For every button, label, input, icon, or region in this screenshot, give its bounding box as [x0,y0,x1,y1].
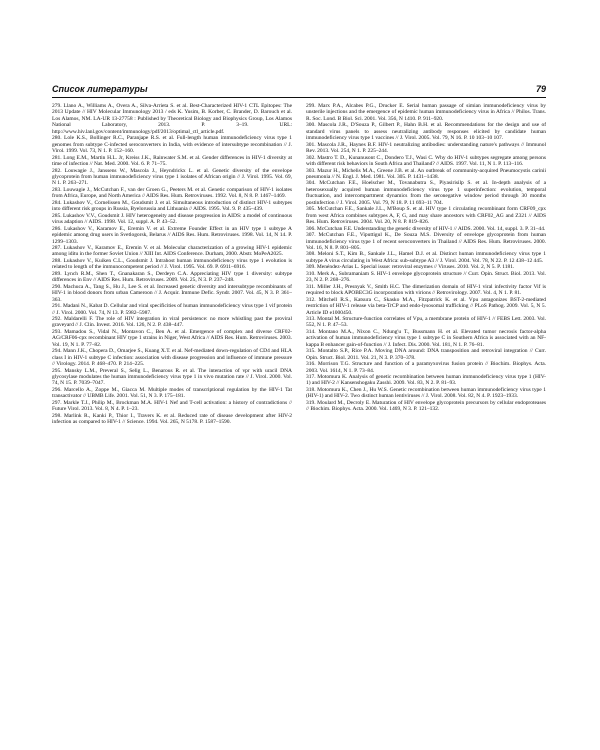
reference-entry: 291. Madani N., Kabat D. Cellular and viral specificities of human immunodeficiency virus type 1 vif protein // J. Virol. 2000. Vol. 74, N 13. P. 5982–5987. [52,303,292,316]
reference-entry: 317. Motomura K. Analysis of genetic recombination between human immunodeficiency virus type 1 (HIV-1) and HIV-2 // Kansenshogaku Zasshi. 2009. Vol. 83, N 2. P. 81–93. [306,374,546,387]
reference-entry: 300. Mascola J.R., D'Souza P., Gilbert P., Hahn B.H. et al. Recommendations for the design and use of standard virus panels to assess neutralizing antibody responses elicited by candidate human immunodeficiency virus type 1 vaccines // J. Virol. 2005. Vol. 79, N 16. P. 10 103–10 107. [306,122,546,142]
reference-entry: 280. Lole K.S., Bollinger R.C., Paranjape R.S. et al. Full-length human immunodeficiency virus type 1 genomes from subtype C-infected seroconverters in India, with evidence of intersubtype recombination // J. Virol. 1999. Vol. 73, N 1. P. 152–160. [52,135,292,155]
reference-entry: 289. Lynch R.M., Shen T., Gnanakaran S., Derdeyn C.A. Appreciating HIV type 1 diversity: subtype differences in Env // AIDS Res. Hum. Retroviruses. 2009. Vol. 25, N 3. P. 237–248. [52,270,292,284]
reference-entry: 310. Merk A., Subramaniam S. HIV-1 envelope glycoprotein structure // Curr. Opin. Struct. Biol. 2013. Vol. 23, N 2. P. 268–276. [306,270,546,284]
reference-entry: 303. Mazur H., Michelis M.A., Greene J.B. et al. An outbreak of community-acquired Pneumocystis carinii pneumonia // N. Engl. J. Med. 1981. Vol. 305. P. 1431–1438. [306,167,546,180]
reference-entry: 313. Montal M. Structure-function correlates of Vpu, a membrane protein of HIV-1 // FEBS Lett. 2003. Vol. 552, N 1. P. 47–53. [306,315,546,329]
reference-column-left [52,103,292,678]
reference-entry: 319. Moulard M., Decroly E. Maturation of HIV envelope glycoprotein precursors by cellular endoproteases // Biochim. Biophys. Acta. 2000. Vol. 1469, N 3. P. 121–132. [306,399,546,413]
reference-entry: 294. Mann J.K., Chopera D., Omarjee S., Kuang X.T. et al. Nef-mediated down-regulation of CD4 and HLA class I in HIV-1 subtype C infection: association with disease progression and influence of immune pressure // Virology. 2014. P. 468–470. P. 214–225. [52,348,292,368]
reference-entry: 296. Marcello A., Zoppe M., Giacca M. Multiple modes of transcriptional regulation by the HIV-1 Tat transactivator // UBMB Life. 2001. Vol. 51, N 3. P. 175–181. [52,386,292,400]
reference-entry: 314. Montano M.A., Nixon C., Ndung'u T., Bussmann H. et al. Elevated tumor necrosis factor-alpha activation of human immunodeficiency virus type 1 subtype C in Southern Africa is associated with an NF-kappa B enhancer gain-of-function // J. Infect. Dis. 2000. Vol. 181, N 1. P. 76–81. [306,328,546,348]
reference-entry: 279. Llano A., Williams A., Overa A., Silva-Arrieta S. et al. Best-Characterized HIV-1 CTL Epitopes: The 2013 Update // HIV Molecular Immunology 2013 / eds K. Yusim, B. Korber, C. Brander, D. Barouch et al. Los Alamos, NM. LA-UR 13-27758 : Published by Theoretical Biology and Biophysics Group, Los Alamos National Laboratory, 2013. P. 3–19. URL: http://www.hiv.lanl.gov/content/immunology/pdf/2013/optimal_ctl_article.pdf. [52,103,292,135]
reference-entry: 311. Miller J.H., Presnyak V., Smith H.C. The dimerization domain of HIV-1 viral infectivity factor Vif is required to block APOBEC3G incorporation with virions // Retrovirology. 2007. Vol. 4, N 1. P. 81. [306,283,546,297]
reference-entry: 301. Mascola J.R., Haynes B.F. HIV-1 neutralizing antibodies: understanding nature's pathways // Immunol Rev. 2013. Vol. 254, N 1. P. 225–244. [306,141,546,155]
header-rule [52,97,546,98]
reference-column-right [306,103,546,678]
reference-entry: 288. Lukashov V., Kuiken C.L., Goudsmit J. Intrahost human immunodeficiency virus type 1 evolution is related to length of the immunocompetent period // J. Virol. 1995. Vol. 69. P. 6911–6916. [52,257,292,271]
reference-entry: 307. McCutchan F.E., Viputtigul K., De Souza M.S. Diversity of envelope glycoprotein from human immunodeficiency virus type 1 of recent seroconverters in Thailand // AIDS Res. Hum. Retroviruses. 2000. Vol. 16, N 8. P. 801–805. [306,232,546,251]
reference-entry: 305. McCutchan F.E., Sankale J.L., M'Boup S. et al. HIV type 1 circulating recombinant form CRF09_cpx from west Africa combines subtypes A, F, G, and may share ancestors with CRF02_AG and Z321 // AIDS Res. Hum. Retroviruses. 2004. Vol. 20, N 8. P. 819–826. [306,206,546,226]
page-number: 79 [535,84,546,94]
reference-entry: 283. Louwagie J., McCutchan F., van der Groen G., Peeters M. et al. Genetic comparison of HIV-1 isolates from Africa, Europe, and North America // AIDS Res. Hum. Retroviruses. 1992. Vol. 8, N 8. P. 1467–1469. [52,186,292,200]
reference-entry: 295. Mansky L.M., Preveral S., Selig L., Benarous R. et al. The interaction of vpr with uracil DNA glycosylase modulates the human immunodeficiency virus type 1 in vivo mutation rate // J. Virol. 2000. Vol. 74, N 15. P. 7039–7047. [52,367,292,387]
reference-entry: 284. Lukashov V., Cornelissen M., Goudsmit J. et al. Simultaneous introduction of distinct HIV-1 subtypes into different risk groups in Russia, Byelorussia and Lithuania // AIDS. 1995. Vol. 9. P. 435–439. [52,199,292,213]
reference-entry: 285. Lukashov V.V., Goudsmit J. HIV heterogeneity and disease progression in AIDS: a model of continuous virus adaption // AIDS. 1998. Vol. 12, suppl. A. P. 43–52. [52,212,292,226]
reference-entry: 297. Markle T.J., Philip M., Brockman M.A. HIV-1 Nef and T-cell activation: a history of contradictions // Future Virol. 2013. Vol. 8, N 4. P. 1–23. [52,399,292,413]
reference-entry: 282. Louwagie J., Janssens W., Mascola J., Heyndrickx L. et al. Genetic diversity of the envelope glycoprotein from human immunodeficiency virus type 1 isolates of African origin // J. Virol. 1995. Vol. 69, N 1. P. 263–271. [52,167,292,187]
reference-entry: 308. Meloni S.T., Kim B., Sankale J.L., Hamel D.J. et al. Distinct human immunodeficiency virus type 1 subtype A virus circulating in West Africa: sub-subtype A3 // J. Virol. 2004. Vol. 78, N 22. P. 12 438–12 445. [306,251,546,264]
reference-entry: 292. Maldarelli F. The role of HIV integration in viral persistence: no more whistling past the proviral graveyard // J. Clin. Invest. 2016. Vol. 126, N 2. P. 438–447. [52,315,292,329]
reference-entry: 281. Long E.M., Martin H.L. Jr, Kreiss J.K., Rainwater S.M. et al. Gender differences in HIV-1 diversity at time of infection // Nat. Med. 2000. Vol. 6. P. 71–75. [52,154,292,168]
reference-entry: 312. Mitchell R.S., Katsura C., Skasko M.A., Fitzpatrick K. et al. Vpu antagonizes BST-2-mediated restriction of HIV-1 release via beta-TrCP and endo-lysosomal trafficking // PLoS Pathog. 2009. Vol. 5, N 5. Article ID e1000450. [306,296,546,316]
reference-entry: 302. Mastro T. D., Kunanusont C., Dondero T.J., Wasi C. Why do HIV-1 subtypes segregate among persons with different risk behaviors in South Africa and Thailand? // AIDS. 1997. Vol. 11, N 1. P. 113–116. [306,154,546,168]
reference-entry: 315. Montalto S.P., Rice P.A. Moving DNA around: DNA transposition and retroviral integration // Curr. Opin. Struct. Biol. 2011. Vol. 21, N 3. P. 370–378. [306,348,546,361]
reference-entry: 318. Motomura K., Chen J., Hu W.S. Genetic recombination between human immunodeficiency virus type 1 (HIV-1) and HIV-2. Two distinct human lentiviruses // J. Virol. 2008. Vol. 82, N 4. P. 1923–1933. [306,386,546,400]
reference-entry: 306. McCutchan F.E. Understanding the genetic diversity of HIV-1 // AIDS. 2000. Vol. 14, suppl. 3. P. 31–44. [306,225,546,232]
reference-entry: 316. Morrison T.G. Structure and function of a paramyxovirus fusion protein // Biochim. Biophys. Acta. 2003. Vol. 1614, N 1. P. 73–84. [306,361,546,374]
reference-entry: 287. Lukashov V., Karamov E., Eremin V. et al. Molecular characterization of a growing HIV-1 epidemic among iditu in the former Soviet Union // XIII Int. AIDS Conference. Durham, 2000. Abstr. MoPeA2025. [52,244,292,258]
running-title: Список литературы [52,84,148,94]
reference-entry: 304. McCutchan F.E., Hoelscher M., Tovanabutra S., Piyasirisilp S. et al. In-depth analysis of a heterosexually acquired human immunodeficiency virus type 1 superinfection: evolution, temporal fluctuation, and intercompartment dynamics from the seronegative window period through 30 months postinfection // J. Virol. 2005. Vol. 79, N 18. P. 11 693–11 704. [306,180,546,206]
reference-entry: 309. Menéndez-Arias L. Special issue: retroviral enzymes // Viruses. 2010. Vol. 2, N 5. P. 1181. [306,264,515,271]
reference-entry: 286. Lukashov V., Karamov E., Eremin V. et al. Extreme Founder Effect in an HIV type 1 subtype A epidemic among drug users in Svetlogorsk, Belarus // AIDS Res. Hum. Retroviruses. 1998. Vol. 14, N 14. P. 1299–1303. [52,225,292,245]
reference-entry: 293. Mamadou S., Vidal N., Montavon C., Ben A. et al. Emergence of complex and diverse CRF02-AG/CRF06-cpx recombinant HIV type 1 strains in Niger, West Africa // AIDS Res. Hum. Retroviruses. 2003. Vol. 19, N 1. P. 77–82. [52,328,292,348]
reference-entry: 290. Machuca A., Tang S., Hu J., Lee S. et al. Increased genetic diversity and intersubtype recombinants of HIV-1 in blood donors from urban Cameroon // J. Acquir. Immune Defic. Syndr. 2007. Vol. 45, N 3. P. 361–363. [52,283,292,303]
page-header [52,84,546,98]
reference-entry: 298. Marlink R., Kanki P., Thior I., Travers K. et al. Reduced rate of disease development after HIV-2 infection as compared to HIV-1 // Science. 1994. Vol. 265, N 5178. P. 1587–1590. [52,412,292,426]
reference-entry: 299. Marx P.A., Alcabes P.G., Drucker E. Serial human passage of simian immunodeficiency virus by unsterile injections and the emergence of epidemic human immunodeficiency virus in Africa // Philos. Trans. R. Soc. Lond. B Biol. Sci. 2001. Vol. 356, N 1410. P. 911–920. [306,103,546,122]
